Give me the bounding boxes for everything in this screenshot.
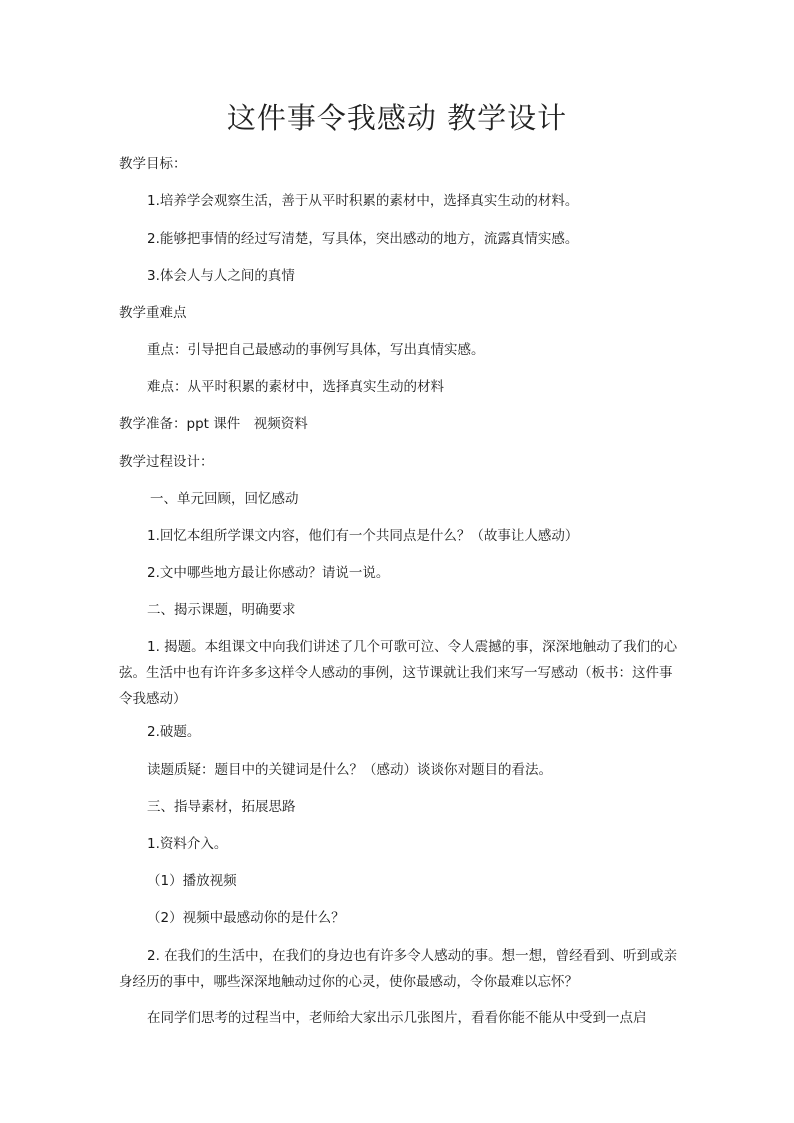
section-3-item-1b: （2）视频中最感动你的是什么？ — [147, 910, 345, 926]
section-3-heading: 三、指导素材，拓展思路 — [147, 799, 296, 815]
section-2-item-1: 1. 揭题。本组课文中向我们讲述了几个可歌可泣、令人震撼的事，深深地触动了我们的心弦。生活中也有许许多多这样令人感动的事例，这节课就让我们来写一写感动（板书：这件事令我感动） — [119, 639, 678, 707]
section-3-item-3: 在同学们思考的过程当中，老师给大家出示几张图片，看看你能不能从中受到一点启 — [147, 1010, 647, 1026]
section-3-item-1: 1.资料介入。 — [147, 836, 228, 852]
process-heading: 教学过程设计： — [119, 454, 214, 470]
objective-3: 3.体会人与人之间的真情 — [147, 268, 295, 284]
document-title: 这件事令我感动 教学设计 — [226, 101, 568, 135]
preparation: 教学准备：ppt 课件 视频资料 — [119, 416, 308, 432]
difficult-point: 难点：从平时积累的素材中，选择真实生动的材料 — [147, 379, 444, 395]
section-2-item-2: 2.破题。 — [147, 724, 201, 740]
key-point: 重点：引导把自己最感动的事例写具体，写出真情实感。 — [147, 342, 485, 358]
section-2-heading: 二、揭示课题，明确要求 — [147, 602, 296, 618]
section-1-item-2: 2.文中哪些地方最让你感动？请说一说。 — [147, 565, 390, 581]
section-3-item-2: 2. 在我们的生活中，在我们的身边也有许多令人感动的事。想一想，曾经看到、听到或亲身经历的事中，哪些深深地触动过你的心灵，使你最感动，令你最难以忘怀？ — [119, 948, 678, 990]
key-points-heading: 教学重难点 — [119, 305, 187, 321]
objectives-heading: 教学目标： — [119, 156, 187, 172]
objective-1: 1.培养学会观察生活，善于从平时积累的素材中，选择真实生动的材料。 — [147, 193, 579, 209]
section-3-item-1a: （1）播放视频 — [147, 873, 237, 889]
section-1-item-1: 1.回忆本组所学课文内容，他们有一个共同点是什么？（故事让人感动） — [147, 528, 579, 544]
section-1-heading: 一、单元回顾，回忆感动 — [150, 491, 299, 507]
objective-2: 2.能够把事情的经过写清楚，写具体，突出感动的地方，流露真情实感。 — [147, 231, 579, 247]
section-2-item-3: 读题质疑：题目中的关键词是什么？（感动）谈谈你对题目的看法。 — [147, 762, 552, 778]
